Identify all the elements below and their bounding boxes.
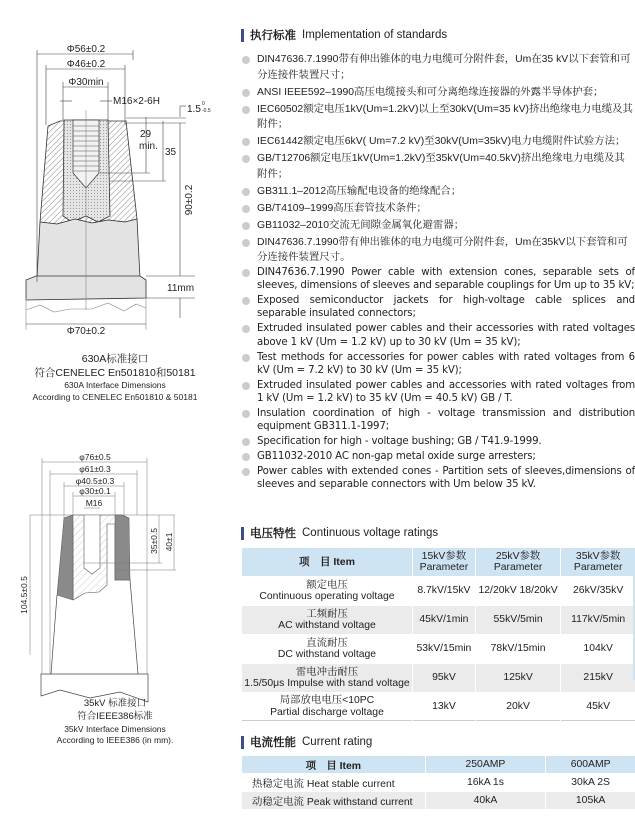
standards-heading-cn: 执行标准	[250, 30, 296, 42]
cell-15kv: 8.7kV/15kV	[417, 585, 471, 597]
dim-flange: 11mm	[167, 283, 195, 294]
cell-25kv: 12/20kV 18/20kV	[478, 585, 558, 597]
voltage-ratings-table	[241, 547, 635, 722]
standards-heading	[241, 27, 447, 43]
voltage-heading-en: Continuous voltage ratings	[302, 527, 439, 539]
list-item: DIN47636.7.1990 Power cable with extension cones, separable sets of sleeves, dimensions of sleeves and separable couplings for Um up to 35 kV;	[241, 266, 635, 292]
cell-25kv: 20kV	[476, 693, 560, 721]
dim-depth-35: 35±0.5	[149, 528, 159, 554]
dim-thread: M16×2-6H	[113, 96, 160, 107]
list-item: IEC61442额定电压6kV( Um=7.2 kV)至30kV(Um=35kV)电力电缆附件试验方法；	[241, 134, 635, 150]
bullet-icon	[242, 89, 250, 97]
cell-25kv: 78kV/15min	[490, 643, 546, 655]
bullet-icon	[242, 468, 250, 476]
cell-35kv: 117kV/5min	[561, 606, 635, 634]
list-item: Extruded insulated power cables and accessories with rated voltages from 1 kV (Um = 1.2 kV) to 35 kV (Um = 40.5 kV) GB / T.	[241, 379, 635, 405]
row-label: 动稳定电流 Peak withstand current	[242, 792, 425, 809]
section-accent-bar	[241, 29, 244, 42]
list-item: Insulation coordination of high - voltage transmission and distribution equipment GB311.1-1997;	[241, 407, 635, 433]
cell-35kv: 215kV	[561, 664, 635, 692]
dim-thread-depth: 29	[140, 129, 152, 140]
voltage-heading	[241, 525, 438, 541]
cell-35kv: 104kV	[583, 643, 613, 655]
dim-m16: M16	[85, 498, 103, 508]
bullet-icon	[242, 382, 250, 390]
list-item: Exposed semiconductor jackets for high-voltage cable splices and separable insulated connectors;	[241, 294, 635, 320]
row-label: 额定电压 Continuous operating voltage	[259, 579, 395, 602]
section-accent-bar	[241, 527, 244, 540]
bullet-icon	[242, 438, 250, 446]
list-item: Test methods for accessories for power cables with rated voltages from 6 kV (Um = 7.2 kV) to 30 kV (Um = 35 kV);	[241, 351, 635, 377]
dim-recess: 1.5	[187, 104, 201, 115]
table-row	[242, 664, 635, 692]
current-heading	[241, 734, 372, 750]
dim-mid-diameter: Φ46±0.2	[66, 59, 106, 70]
caption-35kv-cn-standard: 符合IEEE386标准	[77, 710, 153, 722]
standards-list-en	[241, 266, 635, 493]
list-item: DIN47636.7.1990带有伸出锥体的电力电缆可分附件套，Um在35kV以下套管和可分连接件装置尺寸。	[241, 235, 635, 266]
bullet-icon	[242, 106, 250, 114]
dim-bore-depth: 35	[165, 147, 177, 158]
header-15kv: 15kV参数 Parameter	[413, 548, 475, 576]
bullet-icon	[242, 325, 250, 333]
cell-250amp: 16kA 1s	[466, 777, 504, 788]
row-label: 直流耐压 DC withstand voltage	[277, 637, 377, 660]
dim-bore-diameter: Φ30min	[68, 77, 104, 88]
table-row	[242, 606, 635, 634]
caption-630a-en-title: 630A Interface Dimensions	[64, 380, 166, 391]
cell-250amp: 40kA	[426, 792, 546, 809]
row-label: 雷电冲击耐压 1.5/50μs Impulse with stand voltage	[242, 664, 412, 692]
caption-630a-cn-standard: 符合CENELEC En501810和50181	[34, 367, 196, 380]
table-row	[242, 792, 635, 809]
header-600amp: 600AMP	[546, 756, 635, 773]
header-25kv: 25kV参数 Parameter	[476, 548, 560, 576]
list-item: GB/T4109–1999高压套管技术条件；	[241, 201, 635, 217]
bullet-icon	[242, 188, 250, 196]
drawing-630a-interface	[0, 0, 230, 410]
dim-outer-diameter: Φ56±0.2	[66, 44, 106, 55]
caption-630a-cn-title: 630A标准接口	[81, 353, 149, 365]
section-accent-bar	[241, 736, 244, 749]
630a-body-outline	[26, 110, 146, 330]
list-item: Power cables with extended cones - Partition sets of sleeves,dimensions of sleeves and separable connectors with Um below 35 kV.	[241, 465, 635, 491]
current-heading-en: Current rating	[302, 736, 373, 748]
dim-d30: φ30±0.1	[79, 486, 111, 496]
bullet-icon	[242, 453, 250, 461]
dim-height-104: 104.5±0.5	[19, 576, 29, 614]
bullet-icon	[242, 138, 250, 146]
cell-25kv: 125kV	[476, 664, 560, 692]
caption-630a-en-standard: According to CENELEC En501810 & 50181	[32, 391, 198, 402]
cell-600amp: 105kA	[546, 792, 635, 809]
list-item: Specification for high - voltage bushing; GB / T41.9-1999.	[241, 435, 635, 448]
cell-15kv: 45kV/1min	[413, 606, 475, 634]
dim-base-diameter: Φ70±0.2	[66, 326, 106, 337]
list-item: GB311.1–2012高压输配电设备的绝缘配合；	[241, 184, 635, 200]
bullet-icon	[242, 269, 250, 277]
table-row	[242, 693, 635, 721]
cell-35kv: 26kV/35kV	[573, 585, 624, 597]
table-row	[242, 774, 635, 791]
voltage-heading-cn: 电压特性	[250, 528, 296, 540]
dim-recess-tol-upper: 0	[202, 101, 205, 107]
table-header-row	[242, 548, 635, 576]
dim-d40: φ40.5±0.3	[75, 476, 115, 486]
standards-list-cn	[241, 52, 635, 267]
current-heading-cn: 电流性能	[250, 737, 296, 749]
bullet-icon	[242, 205, 250, 213]
caption-35kv-en-standard: According to IEEE386 (in mm).	[56, 735, 174, 746]
bullet-icon	[242, 297, 250, 305]
cell-15kv: 53kV/15min	[416, 643, 472, 655]
caption-35kv-cn-title: 35kV 标准接口	[83, 698, 147, 709]
dim-height: 90±0.2	[184, 184, 195, 216]
table-header-row	[242, 756, 635, 773]
row-label: 热稳定电流 Heat stable current	[252, 779, 395, 790]
bullet-icon	[242, 354, 250, 362]
caption-35kv	[0, 698, 230, 747]
dim-d61: φ61±0.3	[79, 464, 111, 474]
list-item: GB11032–2010交流无间隙金属氧化避雷器；	[241, 218, 635, 234]
cell-15kv: 95kV	[413, 664, 475, 692]
list-item: IEC60502额定电压1kV(Um=1.2kV)以上至30kV(Um=35 kV)挤出绝缘电力电缆及其附件；	[241, 102, 635, 133]
cell-15kv: 13kV	[413, 693, 475, 721]
caption-35kv-en-title: 35kV Interface Dimensions	[64, 723, 166, 734]
35kv-body-outline	[41, 515, 148, 702]
list-item: DIN47636.7.1990带有伸出锥体的电力电缆可分附件套，Um在35 kV以下套管和可分连接件装置尺寸；	[241, 52, 635, 83]
header-250amp: 250AMP	[426, 756, 546, 773]
bullet-icon	[242, 222, 250, 230]
row-label: 工频耐压 AC withstand voltage	[242, 606, 412, 634]
table-row	[242, 635, 635, 663]
dim-depth-40: 40±1	[164, 532, 174, 552]
header-item: 项 目 Item	[242, 548, 412, 576]
list-item: ANSI IEEE592–1990高压电缆接头和可分离绝缘连接器的外露半导体护套；	[241, 85, 635, 101]
dim-recess-tol-lower: -0.5	[202, 108, 211, 114]
row-label: 局部放电电压<10PC Partial discharge voltage	[242, 693, 412, 721]
dim-thread-depth-unit: min.	[139, 141, 158, 152]
dim-d76: φ76±0.5	[79, 452, 111, 462]
header-item: 项 目 Item	[242, 756, 425, 773]
list-item: GB/T12706额定电压1kV(Um=1.2kV)至35kV(Um=40.5kV)挤出绝缘电力电缆及其附件；	[241, 151, 635, 182]
bullet-icon	[242, 410, 250, 418]
bullet-icon	[242, 239, 250, 247]
bullet-icon	[242, 56, 250, 64]
table-row	[242, 577, 635, 605]
list-item: Extruded insulated power cables and their accessories with rated voltages above 1 kV (Um = 1.2 kV) up to 30 kV (Um = 35 kV);	[241, 322, 635, 348]
cell-25kv: 55kV/5min	[476, 606, 560, 634]
bullet-icon	[242, 155, 250, 163]
caption-630a	[0, 352, 230, 403]
cell-600amp: 30kA 2S	[571, 777, 610, 788]
cell-35kv: 45kV	[561, 693, 635, 721]
header-35kv: 35kV参数 Parameter	[561, 548, 635, 576]
list-item: GB11032-2010 AC non-gap metal oxide surge arresters;	[241, 450, 635, 463]
current-rating-table	[241, 755, 635, 810]
standards-heading-en: Implementation of standards	[302, 29, 448, 41]
